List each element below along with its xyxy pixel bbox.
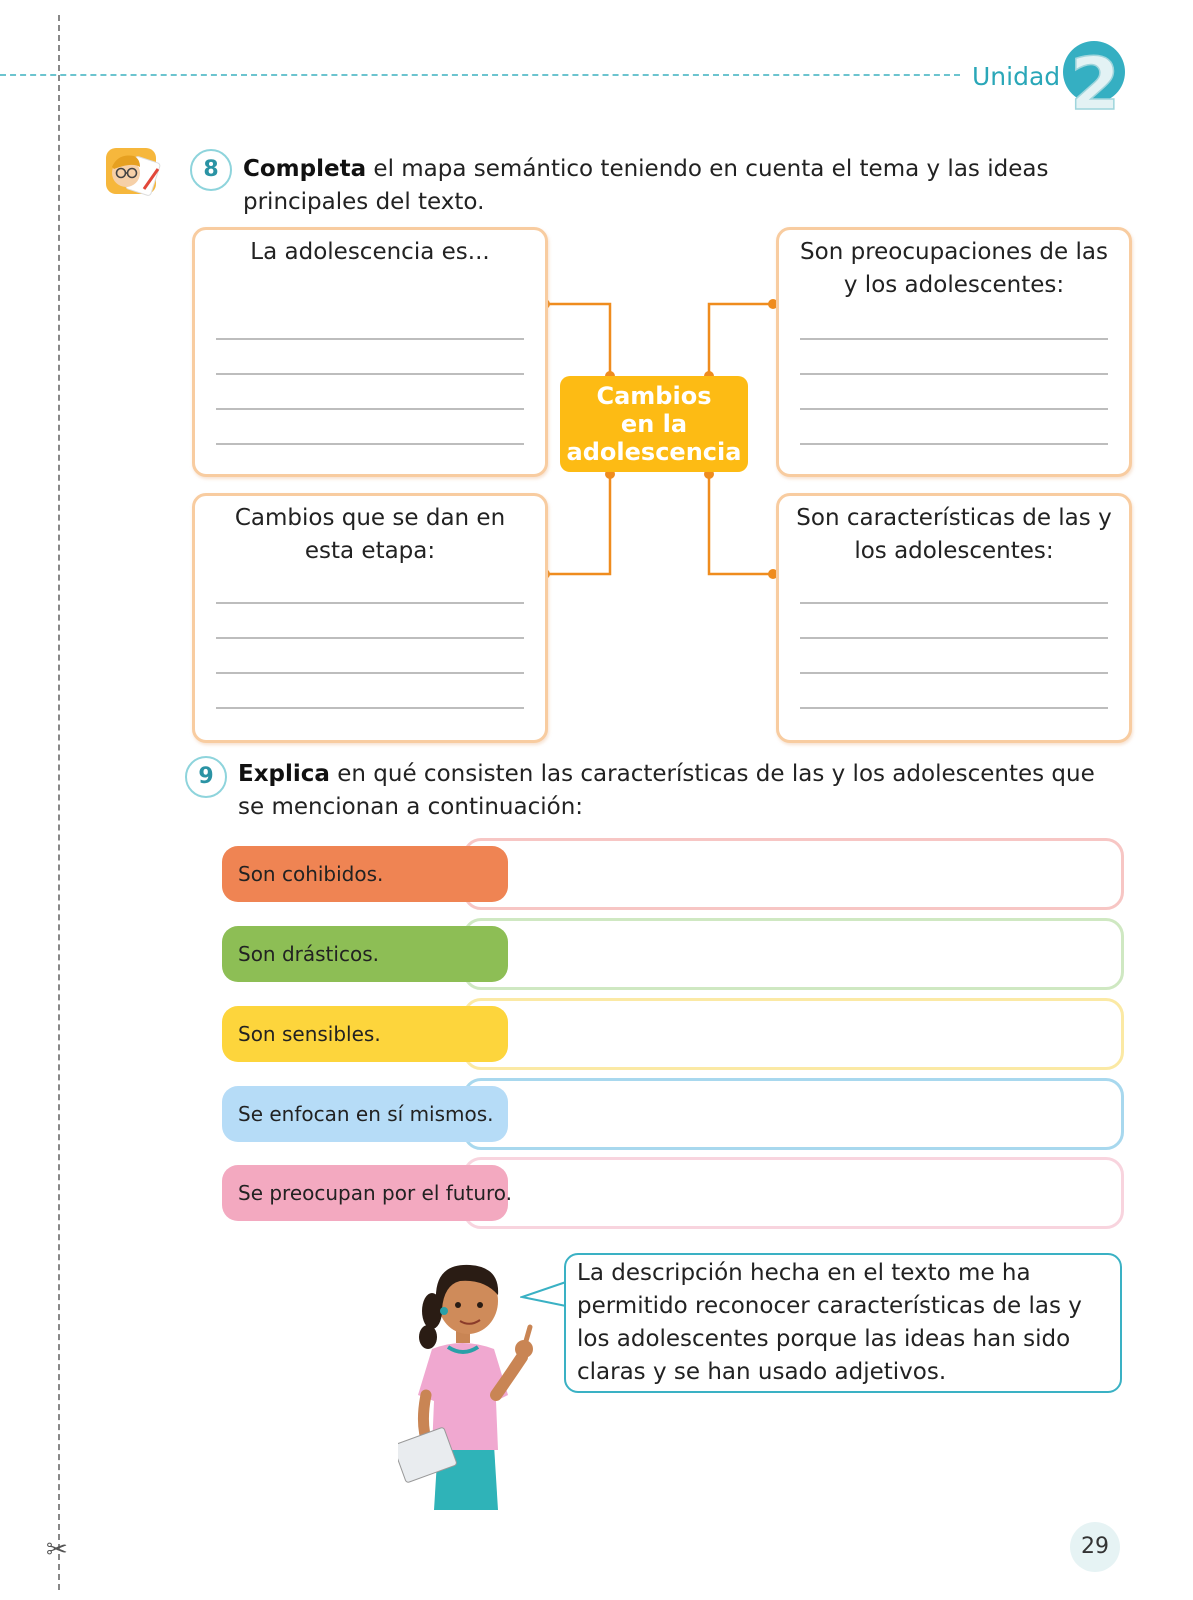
speech-tail xyxy=(520,1280,568,1310)
answer-box[interactable] xyxy=(463,998,1124,1070)
map-box-characteristics xyxy=(776,493,1132,743)
answer-line[interactable] xyxy=(800,707,1108,709)
speech-bubble xyxy=(564,1253,1122,1393)
map-box-changes xyxy=(192,493,548,743)
answer-line[interactable] xyxy=(216,637,524,639)
answer-box[interactable] xyxy=(463,838,1124,910)
answer-box[interactable] xyxy=(463,918,1124,990)
answer-box[interactable] xyxy=(463,1078,1124,1150)
answer-line[interactable] xyxy=(216,443,524,445)
answer-line[interactable] xyxy=(216,707,524,709)
unit-number: 2 xyxy=(1069,42,1121,114)
speech-text: La descripción hecha en el texto me ha permitido reconocer características de las y los adolescentes porque las ideas han sido claras y se han usado adjetivos. xyxy=(577,1260,1082,1385)
map-box-title: Son características de las y los adolescentes: xyxy=(796,505,1112,564)
answer-line[interactable] xyxy=(216,672,524,674)
instruction-text: el mapa semántico teniendo en cuenta el tema y las ideas principales del texto. xyxy=(243,156,1049,215)
scissors-icon: ✂ xyxy=(46,1535,68,1565)
map-box-title: La adolescencia es... xyxy=(250,239,490,265)
instruction-bold: Completa xyxy=(243,156,367,182)
answer-line[interactable] xyxy=(216,602,524,604)
answer-line[interactable] xyxy=(216,408,524,410)
map-box-definition xyxy=(192,227,548,477)
characteristic-label: Son drásticos. xyxy=(222,926,508,982)
answer-line[interactable] xyxy=(216,373,524,375)
map-box-title: Cambios que se dan en esta etapa: xyxy=(234,505,506,564)
center-line: en la xyxy=(620,410,688,438)
map-center-topic xyxy=(560,376,748,472)
center-line: Cambios xyxy=(596,382,712,410)
answer-line[interactable] xyxy=(800,338,1108,340)
characteristic-label: Se enfocan en sí mismos. xyxy=(222,1086,508,1142)
unit-label: Unidad xyxy=(972,62,1061,91)
map-box-concerns xyxy=(776,227,1132,477)
answer-line[interactable] xyxy=(800,373,1108,375)
center-line: adolescencia xyxy=(566,438,742,466)
activity-8-number: 8 xyxy=(190,149,232,191)
activity-9-number: 9 xyxy=(185,756,227,798)
answer-line[interactable] xyxy=(800,602,1108,604)
map-box-title: Son preocupaciones de las y los adolescentes: xyxy=(800,239,1108,298)
instruction-bold: Explica xyxy=(238,761,330,787)
answer-box[interactable] xyxy=(463,1157,1124,1229)
instruction-text: en qué consisten las características de las y los adolescentes que se mencionan a continuación: xyxy=(238,761,1095,820)
answer-line[interactable] xyxy=(800,443,1108,445)
page-number: 29 xyxy=(1070,1522,1120,1572)
answer-line[interactable] xyxy=(800,408,1108,410)
characteristic-label: Se preocupan por el futuro. xyxy=(222,1165,508,1221)
answer-line[interactable] xyxy=(216,338,524,340)
characteristic-label: Son cohibidos. xyxy=(222,846,508,902)
answer-line[interactable] xyxy=(800,672,1108,674)
answer-line[interactable] xyxy=(800,637,1108,639)
activity-9-instruction xyxy=(238,758,1118,824)
characteristic-label: Son sensibles. xyxy=(222,1006,508,1062)
